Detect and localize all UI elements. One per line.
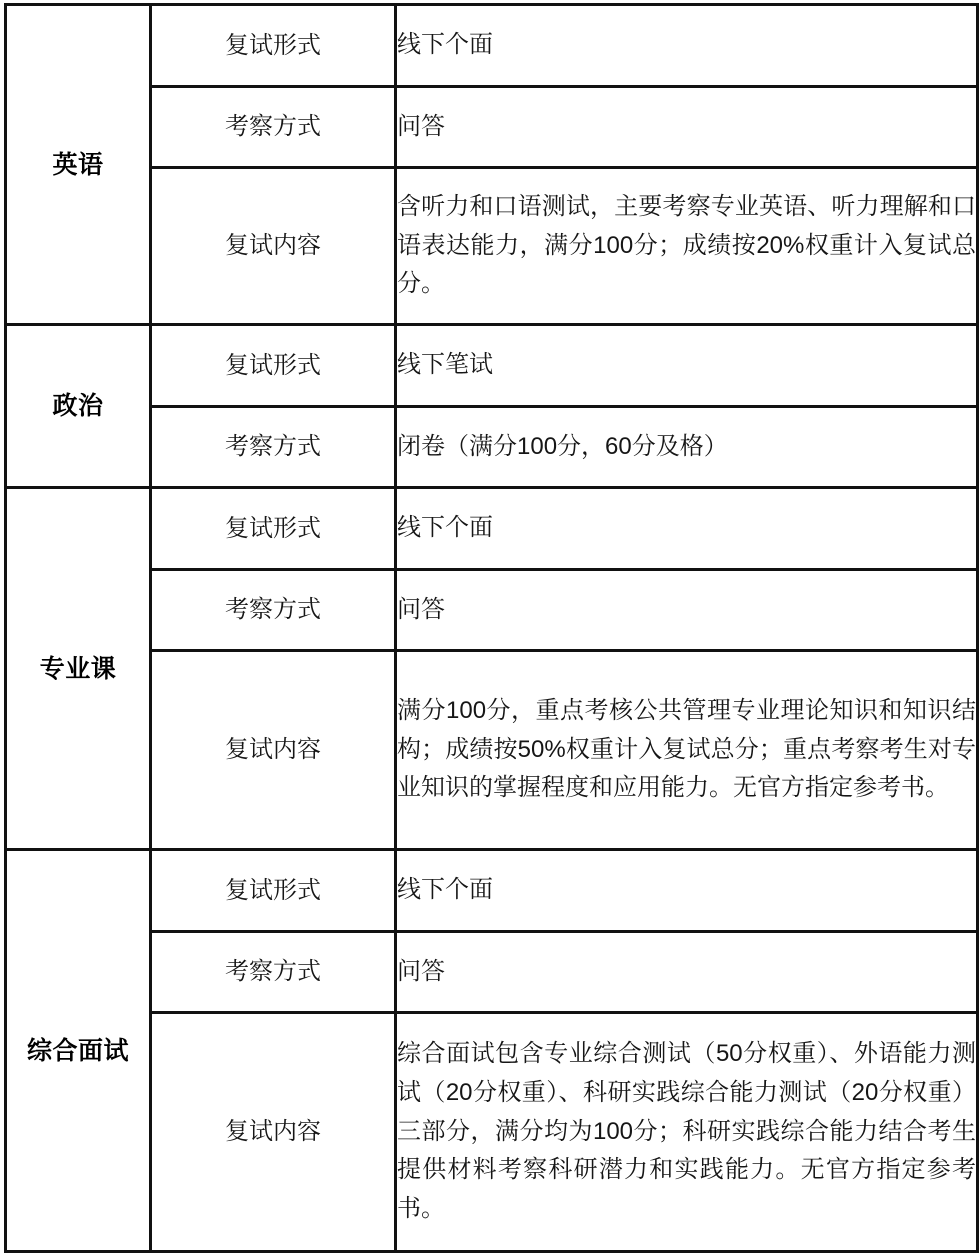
field-label-method: 考察方式 xyxy=(151,570,396,651)
field-label-method: 考察方式 xyxy=(151,407,396,488)
value-cell-form: 线下个面 xyxy=(396,850,978,932)
content-paragraph: 满分100分，重点考核公共管理专业理论知识和知识结构；成绩按50%权重计入复试总分；重点考察考生对专业知识的掌握程度和应用能力。无官方指定参考书。 xyxy=(397,696,976,802)
field-label-form: 复试形式 xyxy=(151,488,396,570)
value-cell-content xyxy=(396,168,978,325)
table-row xyxy=(6,407,978,488)
field-label-form: 复试形式 xyxy=(151,850,396,932)
table-row xyxy=(6,651,978,850)
value-cell-method: 问答 xyxy=(396,932,978,1013)
field-label-method: 考察方式 xyxy=(151,932,396,1013)
value-cell-form: 线下个面 xyxy=(396,488,978,570)
value-cell-form: 线下个面 xyxy=(396,5,978,87)
table-row xyxy=(6,488,978,570)
subject-cell-english: 英语 xyxy=(6,5,151,325)
table-row xyxy=(6,168,978,325)
value-cell-method: 问答 xyxy=(396,87,978,168)
field-label-content: 复试内容 xyxy=(151,1013,396,1252)
field-label-method: 考察方式 xyxy=(151,87,396,168)
table-row xyxy=(6,1013,978,1252)
value-cell-form: 线下笔试 xyxy=(396,325,978,407)
table-row xyxy=(6,87,978,168)
subject-cell-politics: 政治 xyxy=(6,325,151,488)
value-cell-method: 闭卷（满分100分，60分及格） xyxy=(396,407,978,488)
value-cell-content xyxy=(396,1013,978,1252)
value-cell-method: 问答 xyxy=(396,570,978,651)
subject-cell-comprehensive-interview: 综合面试 xyxy=(6,850,151,1252)
table-row xyxy=(6,850,978,932)
subject-cell-major-course: 专业课 xyxy=(6,488,151,850)
field-label-form: 复试形式 xyxy=(151,325,396,407)
field-label-content: 复试内容 xyxy=(151,651,396,850)
table-row xyxy=(6,5,978,87)
table-row xyxy=(6,570,978,651)
content-paragraph: 综合面试包含专业综合测试（50分权重）、外语能力测试（20分权重）、科研实践综合能力测试（20分权重）三部分，满分均为100分；科研实践综合能力结合考生提供材料考察科研潜力和实践能力。无官方指定参考书。 xyxy=(397,1039,976,1223)
field-label-content: 复试内容 xyxy=(151,168,396,325)
value-cell-content xyxy=(396,651,978,850)
field-label-form: 复试形式 xyxy=(151,5,396,87)
table-row xyxy=(6,325,978,407)
content-paragraph: 含听力和口语测试，主要考察专业英语、听力理解和口语表达能力，满分100分；成绩按20%权重计入复试总分。 xyxy=(397,192,976,298)
exam-retest-table xyxy=(4,3,979,1253)
table-row xyxy=(6,932,978,1013)
